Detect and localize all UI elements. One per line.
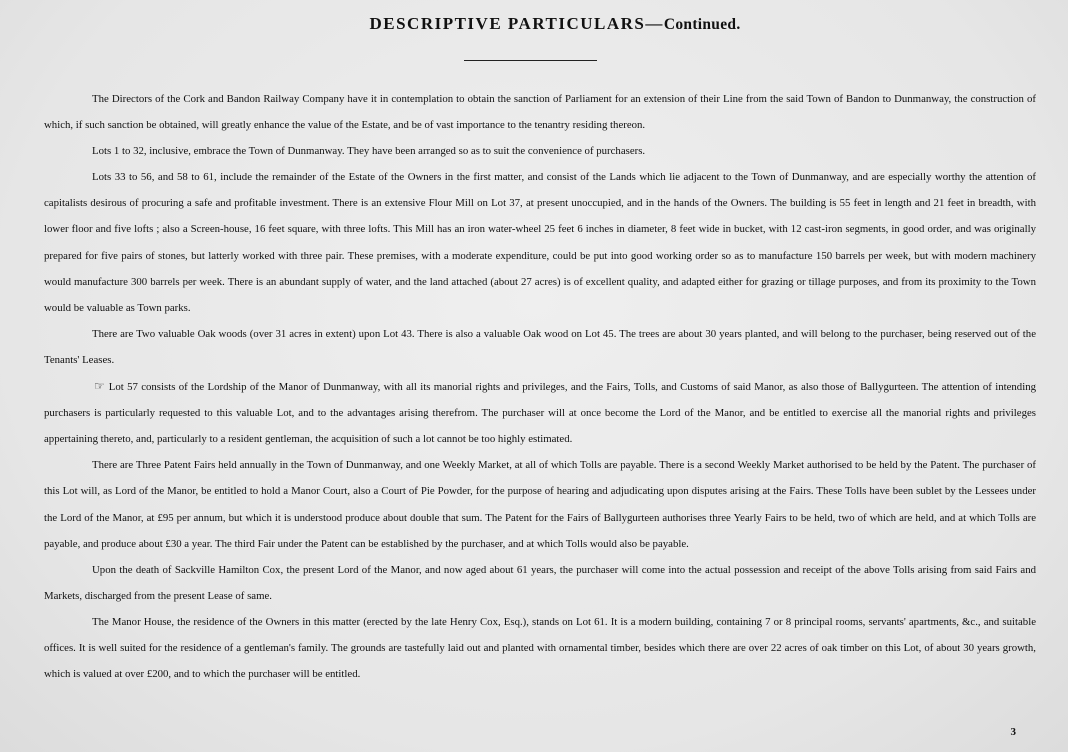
page-number: 3	[1010, 726, 1016, 738]
paragraph-death-of-cox: Upon the death of Sackville Hamilton Cox, the present Lord of the Manor, and now aged about 61 years, the purchaser will come into the actual possession and receipt of the above Tolls arising from said Fairs and Markets, discharged from the present Lease of same.	[44, 563, 1036, 602]
title-main: DESCRIPTIVE PARTICULARS	[369, 14, 646, 33]
page-title	[74, 13, 1036, 35]
title-suffix: Continued.	[663, 16, 741, 33]
title-rule	[464, 60, 597, 61]
paragraph-lots-1-32: Lots 1 to 32, inclusive, embrace the Town of Dunmanway. They have been arranged so as to suit the convenience of purchasers.	[92, 145, 646, 158]
paragraph-lot-57-text: Lot 57 consists of the Lordship of the Manor of Dunmanway, with all its manorial rights and privileges, and the Fairs, Tolls, and Customs of said Manor, as also those of Ballygurteen. The attention of intending purchasers is particularly requested to this valuable Lot, and to the advantages arising therefrom. The purchaser will at once become the Lord of the Manor, and be entitled to exercise all the manorial rights and privileges appertaining thereto, and, particularly to a resident gentleman, the acquisition of such a lot cannot be too highly estimated.	[44, 381, 1036, 446]
paragraph-lots-33-61: Lots 33 to 56, and 58 to 61, include the remainder of the Estate of the Owners in the first matter, and consist of the Lands which lie adjacent to the Town of Dunmanway, and are especially worthy the attention of capitalists desirous of procuring a safe and profitable investment. There is an extensive Flour Mill on Lot 37, at present unoccupied, and in the hands of the Owners. The building is 55 feet in length and 21 feet in breadth, with lower floor and five lofts ; also a Screen-house, 16 feet square, with three lofts. This Mill has an iron water-wheel 25 feet 6 inches in diameter, 8 feet wide in bucket, with 12 cast-iron segments, in good order, and was originally prepared for five pairs of stones, but latterly worked with three pair. These premises, with a moderate expenditure, could be put into good working order so as to manufacture 150 barrels per week, but with modern machinery would manufacture 300 barrels per week. There is an abundant supply of water, and the land attached (about 27 acres) is of excellent quality, and adapted either for grazing or tillage purposes, and from its proximity to the Town would be valuable as Town parks.	[44, 171, 1036, 314]
paragraph-lot-57	[44, 373, 1036, 452]
document-body	[44, 86, 1036, 687]
paragraph-oak-woods: There are Two valuable Oak woods (over 31 acres in extent) upon Lot 43. There is also a valuable Oak wood on Lot 45. The trees are about 30 years planted, and will belong to the purchaser, being reserved out of the Tenants' Leases.	[44, 327, 1036, 366]
paragraph-patent-fairs: There are Three Patent Fairs held annually in the Town of Dunmanway, and one Weekly Market, at all of which Tolls are payable. There is a second Weekly Market authorised to be held by the Patent. The purchaser of this Lot will, as Lord of the Manor, be entitled to hold a Manor Court, also a Court of Pie Powder, for the purpose of hearing and adjudicating upon disputes arising at the Fairs. These Tolls have been sublet by the Lessees under the Lord of the Manor, at £95 per annum, but which it is understood produce about double that sum. The Patent for the Fairs of Ballygurteen authorises three Yearly Fairs to be held, two of which are held, and at which Tolls are payable, and produce about £30 a year. The third Fair under the Patent can be established by the purchaser, and at which Tolls would also be payable.	[44, 459, 1036, 550]
title-dash: —	[645, 14, 664, 33]
pointing-hand-icon: ☞	[94, 379, 105, 394]
paragraph-manor-house: The Manor House, the residence of the Owners in this matter (erected by the late Henry Cox, Esq.), stands on Lot 61. It is a modern building, containing 7 or 8 principal rooms, servants' apartments, &c., and suitable offices. It is well suited for the residence of a gentleman's family. The grounds are tastefully laid out and planted with ornamental timber, besides which there are over 22 acres of oak timber on this Lot, of about 30 years growth, which is valued at over £200, and to which the purchaser will be entitled.	[44, 615, 1036, 681]
paragraph-railway: The Directors of the Cork and Bandon Railway Company have it in contemplation to obtain the sanction of Parliament for an extension of their Line from the said Town of Bandon to Dunmanway, the construction of which, if such sanction be obtained, will greatly enhance the value of the Estate, and be of vast importance to the tenantry residing thereon.	[44, 93, 1036, 132]
